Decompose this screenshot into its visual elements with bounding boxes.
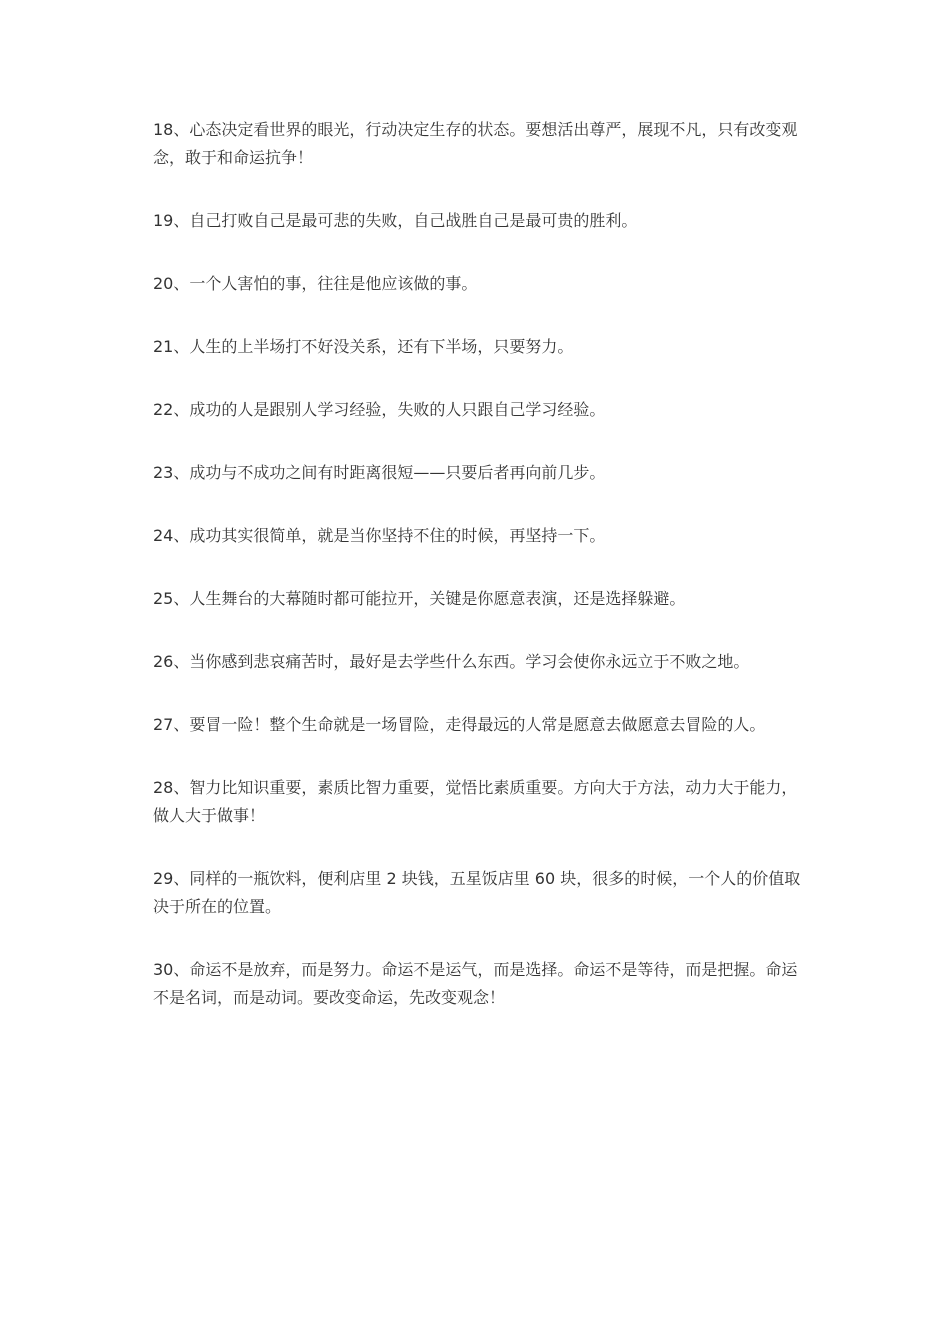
quote-item: 26、当你感到悲哀痛苦时，最好是去学些什么东西。学习会使你永远立于不败之地。 [153, 652, 750, 671]
quote-item: 27、要冒一险！整个生命就是一场冒险，走得最远的人常是愿意去做愿意去冒险的人。 [153, 715, 766, 734]
quote-item: 21、人生的上半场打不好没关系，还有下半场，只要努力。 [153, 337, 574, 356]
quote-item: 28、智力比知识重要，素质比智力重要，觉悟比素质重要。方向大于方法，动力大于能力，做人大于做事！ [153, 778, 798, 825]
quote-item: 23、成功与不成功之间有时距离很短——只要后者再向前几步。 [153, 463, 606, 482]
quote-item: 24、成功其实很简单，就是当你坚持不住的时候，再坚持一下。 [153, 526, 606, 545]
quote-item: 25、人生舞台的大幕随时都可能拉开，关键是你愿意表演，还是选择躲避。 [153, 589, 686, 608]
quote-item: 19、自己打败自己是最可悲的失败，自己战胜自己是最可贵的胜利。 [153, 211, 638, 230]
quote-item: 29、同样的一瓶饮料，便利店里 2 块钱，五星饭店里 60 块，很多的时候，一个人的价值取决于所在的位置。 [153, 869, 801, 916]
quote-list [153, 116, 803, 1047]
quote-item: 22、成功的人是跟别人学习经验，失败的人只跟自己学习经验。 [153, 400, 606, 419]
quote-item: 30、命运不是放弃，而是努力。命运不是运气，而是选择。命运不是等待，而是把握。命运不是名词，而是动词。要改变命运，先改变观念！ [153, 960, 798, 1007]
quote-item: 18、心态决定看世界的眼光，行动决定生存的状态。要想活出尊严，展现不凡，只有改变观念，敢于和命运抗争！ [153, 120, 798, 167]
quote-item: 20、一个人害怕的事，往往是他应该做的事。 [153, 274, 478, 293]
